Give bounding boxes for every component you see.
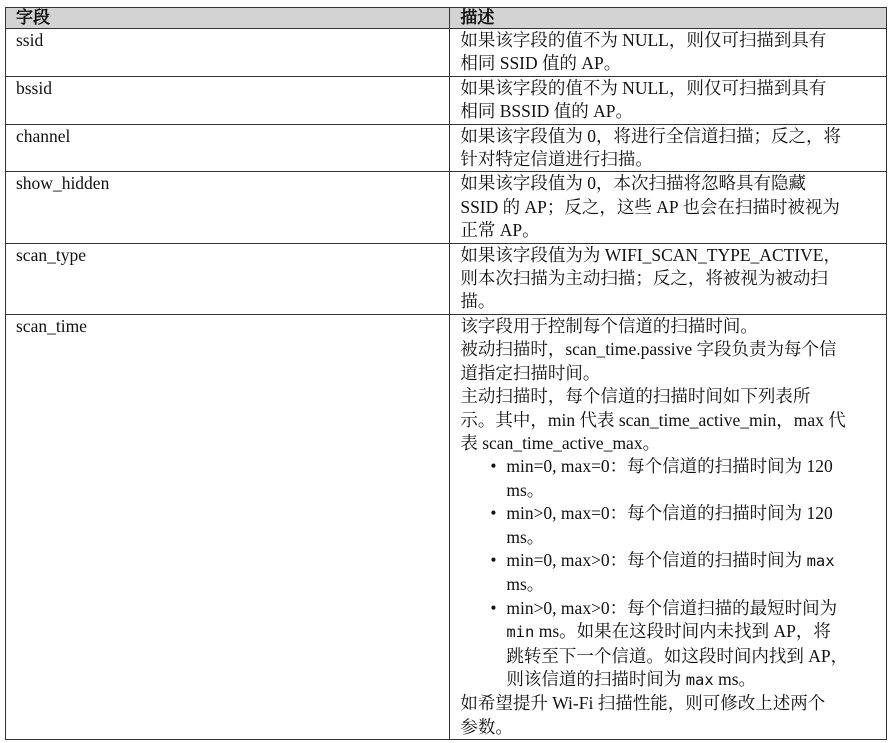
code-literal: min [506, 623, 535, 642]
list-item [506, 455, 880, 502]
desc-line: 如果该字段值为 0，将进行全信道扫描；反之，将 [460, 125, 841, 146]
table-row-scan-time [6, 314, 887, 739]
list-item-line: 跳转至下一个信道。如这段时间内找到 AP， [506, 645, 849, 666]
desc-line: 如果该字段值为 0，本次扫描将忽略具有隐藏 [460, 173, 806, 194]
desc-line: 道指定扫描时间。 [460, 362, 601, 383]
table-row [6, 124, 887, 172]
description-cell [450, 314, 887, 739]
desc-line: 示。其中，min 代表 scan_time_active_min，max 代 [460, 409, 846, 430]
desc-line: 针对特定信道进行扫描。 [460, 149, 653, 170]
table-header-row [6, 8, 887, 29]
list-item-line [506, 668, 880, 692]
code-literal: max [806, 551, 835, 570]
text-segment: ms。 [713, 668, 757, 689]
desc-line: 参数。 [460, 716, 513, 737]
text-segment: 则该信道的扫描时间为 [506, 668, 686, 689]
list-item-line: ms。 [506, 526, 545, 547]
list-item-line: ms。 [506, 479, 545, 500]
desc-line: 描。 [460, 291, 496, 312]
list-item-line: ms。 [506, 574, 545, 595]
desc-line: 相同 SSID 值的 AP。 [460, 53, 622, 74]
desc-line: 如果该字段值为为 WIFI_SCAN_TYPE_ACTIVE， [460, 244, 841, 265]
description-cell [450, 172, 887, 243]
field-cell: scan_time [6, 314, 450, 739]
list-item-line: • min=0, max=0：每个信道的扫描时间为 120 [506, 456, 833, 477]
description-cell [450, 243, 887, 314]
list-item-line: • min>0, max>0：每个信道扫描的最短时间为 [506, 597, 838, 618]
field-cell: scan_type [6, 243, 450, 314]
desc-line: 表 scan_time_active_max。 [460, 432, 661, 453]
scan-time-rules-list [460, 455, 880, 692]
desc-line: 该字段用于控制每个信道的扫描时间。 [460, 315, 758, 336]
field-cell: channel [6, 124, 450, 172]
field-cell: bssid [6, 76, 450, 124]
table-row [6, 76, 887, 124]
desc-line: SSID 的 AP；反之，这些 AP 也会在扫描时被视为 [460, 196, 840, 217]
desc-line: 主动扫描时，每个信道的扫描时间如下列表所 [460, 386, 811, 407]
list-item [506, 549, 880, 597]
field-cell: show_hidden [6, 172, 450, 243]
desc-line: 如果该字段的值不为 NULL，则仅可扫描到具有 [460, 30, 827, 50]
text-segment: ms。如果在这段时间内未找到 AP，将 [534, 621, 831, 642]
list-item-line: • min>0, max=0：每个信道的扫描时间为 120 [506, 503, 833, 524]
list-item [506, 502, 880, 549]
description-cell [450, 29, 887, 77]
text-segment: min=0, max>0：每个信道的扫描时间为 [506, 549, 807, 570]
desc-line: 则本次扫描为主动扫描；反之，将被视为被动扫 [460, 268, 828, 289]
table-row [6, 172, 887, 243]
desc-line: 正常 AP。 [460, 220, 540, 241]
field-description-table [5, 7, 887, 740]
desc-line: 被动扫描时，scan_time.passive 字段负责为每个信 [460, 339, 837, 360]
list-item [506, 597, 880, 693]
desc-line: 相同 BSSID 值的 AP。 [460, 101, 633, 122]
desc-line: 如果该字段的值不为 NULL，则仅可扫描到具有 [460, 77, 827, 98]
desc-line: 如希望提升 Wi-Fi 扫描性能，则可修改上述两个 [460, 693, 826, 714]
table-row [6, 243, 887, 314]
list-item-line [506, 620, 880, 644]
description-cell [450, 76, 887, 124]
table-row [6, 29, 887, 77]
header-description: 描述 [450, 8, 887, 29]
header-field: 字段 [6, 8, 450, 29]
description-cell [450, 124, 887, 172]
list-item-line [506, 549, 880, 573]
field-cell: ssid [6, 29, 450, 77]
code-literal: max [685, 670, 714, 689]
